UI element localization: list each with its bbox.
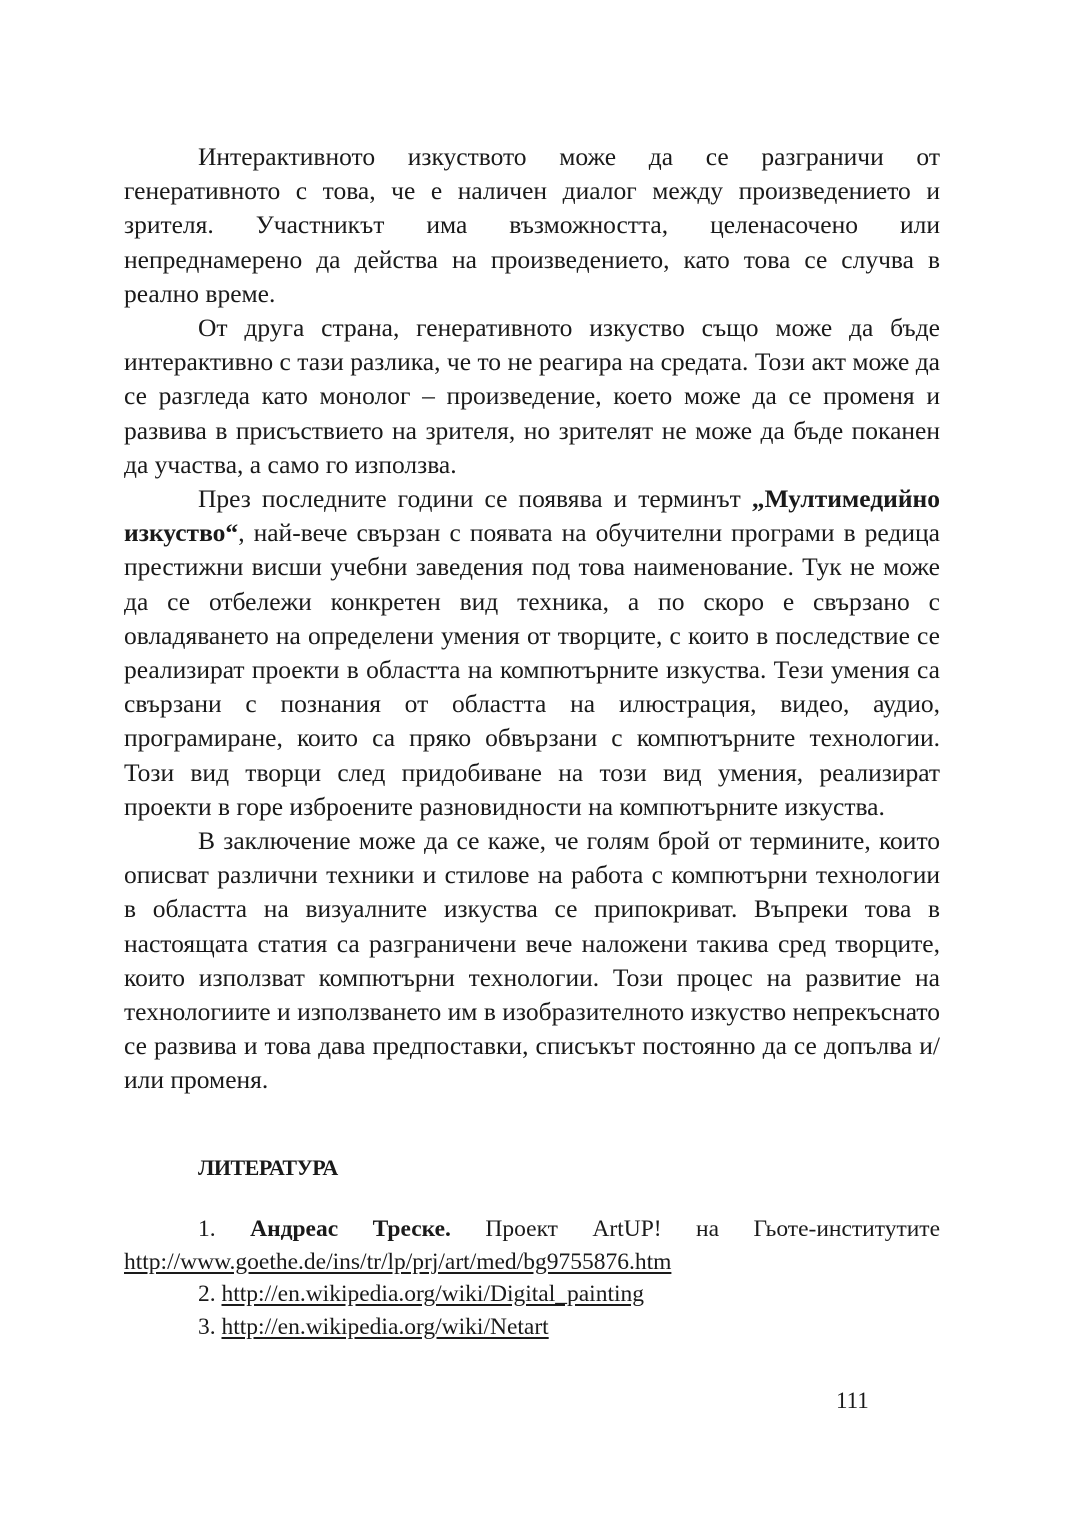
references-list: [124, 1213, 940, 1343]
reference-title: Проект ArtUP! на Гьоте-институтите: [485, 1216, 941, 1242]
paragraph-multimedia-art: [124, 482, 940, 824]
paragraph-conclusion: В заключение може да се каже, че голям брой от термините, които описват различни техники и стилове на работа с компютърни технологии в областта на визуалните изкуства се припокриват. Въпреки това в настоящата статия са разграничени вече наложени такива сред творците, които използват компютърни технологии. Този процес на развитие на технологиите и използването им в изобразителното изкуство непрекъснато се развива и това дава предпоставки, списъкът постоянно да се допълва и/или променя.: [124, 826, 940, 1095]
paragraph-generative-art: От друга страна, генеративното изкуство също може да бъде интерактивно с тази разлика, че то не реагира на средата. Този акт може да се разгледа като монолог – произведение, което може да се променя и развива в присъствието на зрителя, но зрителят не може да бъде поканен да участва, а само го използва.: [124, 313, 940, 479]
reference-link[interactable]: http://www.goethe.de/ins/tr/lp/prj/art/med/bg9755876.htm: [124, 1248, 672, 1275]
reference-link[interactable]: http://en.wikipedia.org/wiki/Digital_painting: [221, 1281, 645, 1307]
reference-item: [124, 1213, 940, 1278]
paragraph-interactive-art: Интерактивното изкуството може да се разграничи от генеративното с това, че е наличен диалог между произведението и зрителя. Участникът има възможността, целенасочено или непреднамерено да действа на произведението, като това се случва в реално време.: [124, 142, 940, 308]
reference-item: [124, 1278, 940, 1311]
reference-author: Андреас Треске.: [250, 1216, 451, 1242]
paragraph-multimedia-intro: През последните години се появява и терминът: [198, 484, 752, 514]
article-body: [124, 140, 940, 1098]
reference-link[interactable]: http://en.wikipedia.org/wiki/Netart: [221, 1313, 549, 1340]
term-multimedia-art: „Мултимедийно изкуство“: [124, 484, 940, 548]
reference-item: [124, 1311, 940, 1344]
paragraph-multimedia-rest: , най-вече свързан с появата на обучителни програми в редица престижни висши учебни заведения под това наименование. Тук не може да се отбележи конкретен вид техника, а по скоро е свързано с овладяването на определени умения от творците, с които в последствие се реализират проекти в областта на компютърните изкуства. Тези умения са свързани с познания от областта на илюстрация, видео, аудио, програмиране, които са пряко обвързани с компютърните технологии. Този вид творци след придобиване на този вид умения, реализират проекти в горе изброените разновидности на компютърните изкуства.: [124, 518, 940, 821]
page-number: 111: [836, 1388, 869, 1413]
reference-number: 1.: [198, 1216, 216, 1242]
reference-number: 2.: [198, 1281, 216, 1307]
literature-heading: ЛИТЕРАТУРА: [198, 1155, 338, 1180]
reference-number: 3.: [198, 1313, 216, 1340]
